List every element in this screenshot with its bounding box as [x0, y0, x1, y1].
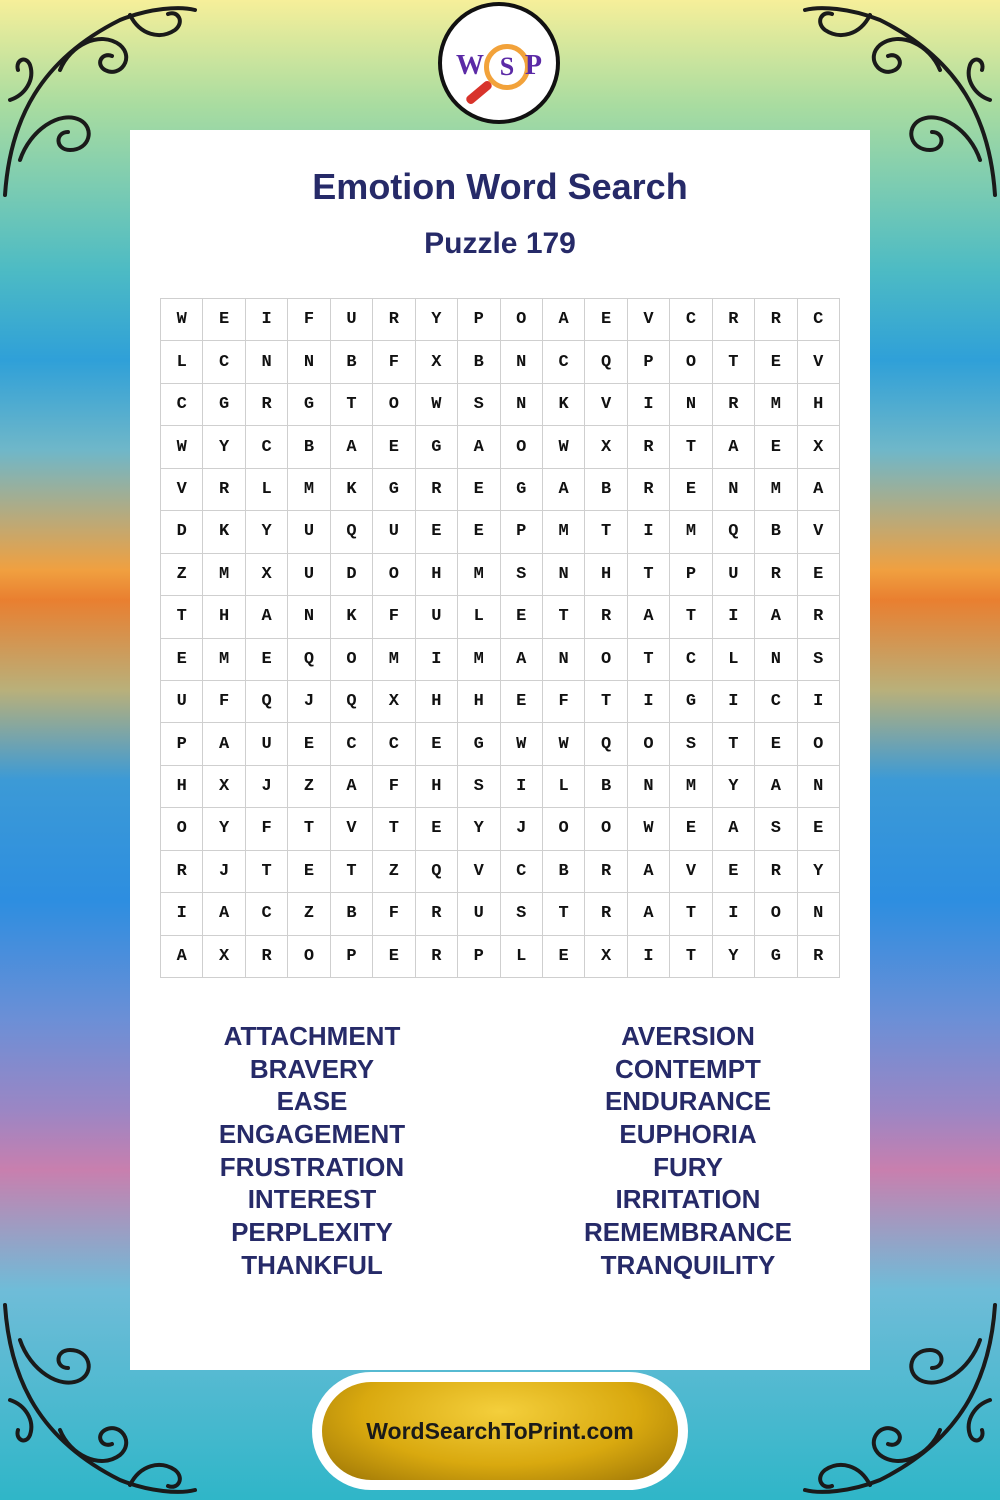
grid-cell: E: [288, 723, 330, 765]
grid-cell: P: [670, 554, 712, 596]
grid-cell: Y: [713, 936, 755, 978]
grid-cell: R: [798, 596, 840, 638]
grid-cell: E: [416, 723, 458, 765]
grid-cell: V: [458, 851, 500, 893]
grid-cell: R: [416, 469, 458, 511]
grid-cell: G: [416, 426, 458, 468]
grid-cell: A: [161, 936, 203, 978]
grid-cell: S: [670, 723, 712, 765]
grid-cell: N: [798, 893, 840, 935]
grid-cell: H: [416, 681, 458, 723]
grid-cell: T: [585, 681, 627, 723]
grid-cell: L: [543, 766, 585, 808]
word-list-item: REMEMBRANCE: [584, 1217, 792, 1248]
grid-cell: I: [628, 384, 670, 426]
grid-cell: K: [331, 596, 373, 638]
grid-cell: F: [373, 893, 415, 935]
grid-cell: A: [501, 639, 543, 681]
grid-cell: E: [203, 299, 245, 341]
grid-cell: L: [246, 469, 288, 511]
grid-cell: T: [161, 596, 203, 638]
grid-cell: T: [543, 893, 585, 935]
grid-cell: A: [798, 469, 840, 511]
grid-cell: W: [628, 808, 670, 850]
grid-cell: L: [161, 341, 203, 383]
grid-cell: Y: [713, 766, 755, 808]
grid-cell: T: [331, 384, 373, 426]
grid-cell: O: [755, 893, 797, 935]
grid-cell: Q: [416, 851, 458, 893]
grid-cell: P: [501, 511, 543, 553]
grid-cell: N: [628, 766, 670, 808]
grid-cell: C: [501, 851, 543, 893]
grid-cell: B: [585, 469, 627, 511]
grid-cell: T: [670, 936, 712, 978]
grid-cell: O: [373, 384, 415, 426]
grid-cell: M: [288, 469, 330, 511]
wsp-logo[interactable]: [438, 2, 560, 124]
grid-cell: Z: [161, 554, 203, 596]
grid-cell: T: [628, 639, 670, 681]
grid-cell: C: [798, 299, 840, 341]
grid-cell: V: [670, 851, 712, 893]
grid-cell: Y: [203, 808, 245, 850]
grid-cell: Q: [331, 511, 373, 553]
grid-cell: G: [203, 384, 245, 426]
grid-cell: X: [203, 936, 245, 978]
grid-cell: X: [585, 936, 627, 978]
grid-cell: S: [501, 554, 543, 596]
grid-cell: A: [713, 426, 755, 468]
grid-cell: T: [288, 808, 330, 850]
grid-cell: H: [798, 384, 840, 426]
grid-cell: R: [755, 554, 797, 596]
grid-cell: S: [798, 639, 840, 681]
grid-cell: I: [628, 936, 670, 978]
grid-cell: F: [203, 681, 245, 723]
grid-cell: Q: [713, 511, 755, 553]
grid-cell: R: [755, 299, 797, 341]
grid-cell: B: [331, 341, 373, 383]
grid-cell: V: [331, 808, 373, 850]
grid-cell: Q: [585, 723, 627, 765]
grid-cell: E: [416, 808, 458, 850]
grid-cell: B: [543, 851, 585, 893]
grid-cell: O: [288, 936, 330, 978]
grid-cell: T: [713, 341, 755, 383]
grid-cell: U: [288, 554, 330, 596]
grid-cell: Q: [288, 639, 330, 681]
grid-cell: E: [501, 596, 543, 638]
grid-cell: P: [458, 936, 500, 978]
grid-cell: O: [670, 341, 712, 383]
grid-cell: A: [543, 299, 585, 341]
grid-cell: L: [501, 936, 543, 978]
grid-cell: C: [331, 723, 373, 765]
grid-cell: E: [713, 851, 755, 893]
grid-cell: E: [161, 639, 203, 681]
grid-cell: M: [458, 639, 500, 681]
word-list-item: PERPLEXITY: [231, 1217, 393, 1248]
word-list-item: EUPHORIA: [619, 1119, 757, 1150]
word-list-item: AVERSION: [621, 1021, 755, 1051]
word-list-item: THANKFUL: [241, 1249, 383, 1280]
grid-cell: E: [670, 808, 712, 850]
grid-cell: G: [373, 469, 415, 511]
grid-cell: A: [755, 766, 797, 808]
grid-cell: N: [501, 341, 543, 383]
grid-cell: L: [458, 596, 500, 638]
grid-cell: M: [203, 639, 245, 681]
grid-cell: T: [373, 808, 415, 850]
grid-cell: F: [543, 681, 585, 723]
grid-cell: B: [331, 893, 373, 935]
grid-cell: R: [713, 384, 755, 426]
grid-cell: A: [203, 893, 245, 935]
grid-cell: R: [628, 426, 670, 468]
grid-cell: C: [543, 341, 585, 383]
grid-cell: F: [246, 808, 288, 850]
grid-cell: L: [713, 639, 755, 681]
grid-cell: E: [798, 554, 840, 596]
grid-cell: E: [373, 426, 415, 468]
grid-cell: O: [585, 639, 627, 681]
grid-cell: E: [458, 469, 500, 511]
grid-cell: N: [670, 384, 712, 426]
grid-cell: O: [798, 723, 840, 765]
grid-cell: F: [373, 766, 415, 808]
magnifier-icon: [484, 44, 530, 90]
grid-cell: R: [585, 893, 627, 935]
grid-cell: W: [161, 299, 203, 341]
grid-cell: E: [670, 469, 712, 511]
grid-cell: R: [416, 893, 458, 935]
grid-cell: A: [331, 766, 373, 808]
grid-cell: G: [755, 936, 797, 978]
grid-cell: K: [543, 384, 585, 426]
grid-cell: C: [161, 384, 203, 426]
grid-cell: E: [416, 511, 458, 553]
grid-cell: R: [161, 851, 203, 893]
grid-cell: H: [585, 554, 627, 596]
grid-cell: Y: [458, 808, 500, 850]
grid-cell: U: [288, 511, 330, 553]
grid-cell: E: [585, 299, 627, 341]
grid-cell: C: [670, 639, 712, 681]
grid-cell: E: [246, 639, 288, 681]
word-list-item: CONTEMPT: [615, 1053, 761, 1084]
grid-cell: Z: [288, 893, 330, 935]
grid-cell: T: [713, 723, 755, 765]
grid-cell: T: [670, 426, 712, 468]
grid-cell: I: [416, 639, 458, 681]
word-list-item: ATTACHMENT: [223, 1021, 401, 1051]
grid-cell: I: [246, 299, 288, 341]
grid-cell: R: [798, 936, 840, 978]
grid-cell: I: [161, 893, 203, 935]
grid-cell: I: [713, 893, 755, 935]
grid-cell: Q: [331, 681, 373, 723]
grid-cell: R: [246, 936, 288, 978]
grid-cell: P: [331, 936, 373, 978]
letter-grid: [160, 298, 840, 978]
grid-cell: Y: [246, 511, 288, 553]
grid-cell: D: [331, 554, 373, 596]
grid-cell: V: [798, 341, 840, 383]
grid-cell: E: [755, 341, 797, 383]
grid-cell: P: [161, 723, 203, 765]
word-list-right: [538, 1020, 838, 1282]
grid-cell: A: [203, 723, 245, 765]
puzzle-card: [130, 130, 870, 1370]
grid-cell: E: [501, 681, 543, 723]
word-list-item: BRAVERY: [249, 1053, 375, 1084]
grid-cell: A: [543, 469, 585, 511]
grid-cell: O: [501, 426, 543, 468]
logo-letter-s: S: [499, 52, 515, 81]
grid-cell: U: [458, 893, 500, 935]
word-list-item: INTEREST: [247, 1184, 377, 1215]
grid-cell: H: [161, 766, 203, 808]
grid-cell: J: [246, 766, 288, 808]
grid-cell: E: [543, 936, 585, 978]
word-list-item: EASE: [276, 1086, 348, 1117]
grid-cell: A: [755, 596, 797, 638]
grid-cell: I: [628, 511, 670, 553]
grid-cell: W: [161, 426, 203, 468]
grid-cell: X: [585, 426, 627, 468]
grid-cell: G: [670, 681, 712, 723]
word-list-item: FRUSTRATION: [219, 1151, 405, 1182]
grid-cell: Y: [416, 299, 458, 341]
grid-cell: U: [246, 723, 288, 765]
grid-cell: A: [628, 851, 670, 893]
grid-cell: N: [543, 639, 585, 681]
word-list-left: [162, 1020, 462, 1282]
grid-cell: A: [628, 893, 670, 935]
grid-cell: A: [713, 808, 755, 850]
grid-cell: Y: [203, 426, 245, 468]
grid-cell: B: [288, 426, 330, 468]
grid-cell: H: [458, 681, 500, 723]
grid-cell: A: [628, 596, 670, 638]
grid-cell: P: [628, 341, 670, 383]
grid-cell: O: [331, 639, 373, 681]
puzzle-number: Puzzle 179: [424, 227, 576, 260]
logo-letter-p: P: [524, 50, 542, 81]
grid-cell: Q: [585, 341, 627, 383]
grid-cell: T: [628, 554, 670, 596]
grid-cell: C: [670, 299, 712, 341]
grid-cell: M: [543, 511, 585, 553]
grid-cell: W: [416, 384, 458, 426]
grid-cell: X: [416, 341, 458, 383]
grid-cell: S: [458, 384, 500, 426]
grid-cell: U: [713, 554, 755, 596]
grid-cell: T: [331, 851, 373, 893]
grid-cell: S: [458, 766, 500, 808]
grid-cell: F: [373, 341, 415, 383]
grid-cell: F: [288, 299, 330, 341]
grid-cell: Y: [798, 851, 840, 893]
grid-cell: J: [203, 851, 245, 893]
grid-cell: E: [755, 426, 797, 468]
grid-cell: C: [203, 341, 245, 383]
grid-cell: X: [798, 426, 840, 468]
grid-cell: O: [501, 299, 543, 341]
grid-cell: O: [373, 554, 415, 596]
grid-cell: I: [798, 681, 840, 723]
grid-cell: T: [543, 596, 585, 638]
grid-cell: V: [585, 384, 627, 426]
grid-cell: I: [713, 681, 755, 723]
grid-cell: N: [543, 554, 585, 596]
page-title: Emotion Word Search: [312, 166, 688, 207]
grid-cell: R: [585, 596, 627, 638]
grid-cell: C: [246, 893, 288, 935]
grid-cell: C: [246, 426, 288, 468]
grid-cell: K: [203, 511, 245, 553]
word-list-item: IRRITATION: [615, 1184, 761, 1215]
grid-cell: U: [331, 299, 373, 341]
grid-cell: W: [501, 723, 543, 765]
grid-cell: G: [288, 384, 330, 426]
grid-cell: U: [416, 596, 458, 638]
grid-cell: B: [585, 766, 627, 808]
grid-cell: N: [246, 341, 288, 383]
grid-cell: V: [628, 299, 670, 341]
grid-cell: E: [458, 511, 500, 553]
magnifier-handle-icon: [465, 79, 494, 105]
grid-cell: P: [458, 299, 500, 341]
grid-cell: M: [373, 639, 415, 681]
grid-cell: Z: [373, 851, 415, 893]
grid-cell: X: [373, 681, 415, 723]
grid-cell: E: [373, 936, 415, 978]
grid-cell: T: [670, 893, 712, 935]
grid-cell: S: [501, 893, 543, 935]
grid-cell: A: [458, 426, 500, 468]
grid-cell: M: [670, 766, 712, 808]
grid-cell: W: [543, 426, 585, 468]
grid-cell: R: [628, 469, 670, 511]
grid-cell: E: [288, 851, 330, 893]
footer-badge[interactable]: [312, 1372, 688, 1490]
grid-cell: N: [713, 469, 755, 511]
grid-cell: E: [798, 808, 840, 850]
grid-cell: N: [288, 596, 330, 638]
grid-cell: O: [161, 808, 203, 850]
grid-cell: R: [246, 384, 288, 426]
grid-cell: T: [670, 596, 712, 638]
grid-cell: J: [288, 681, 330, 723]
grid-cell: M: [755, 469, 797, 511]
grid-cell: W: [543, 723, 585, 765]
grid-cell: V: [161, 469, 203, 511]
grid-cell: F: [373, 596, 415, 638]
grid-cell: O: [543, 808, 585, 850]
grid-cell: R: [373, 299, 415, 341]
grid-cell: D: [161, 511, 203, 553]
grid-cell: I: [628, 681, 670, 723]
footer-site-link[interactable]: WordSearchToPrint.com: [322, 1382, 678, 1480]
grid-cell: C: [373, 723, 415, 765]
grid-cell: M: [458, 554, 500, 596]
grid-cell: K: [331, 469, 373, 511]
grid-cell: A: [246, 596, 288, 638]
grid-cell: I: [713, 596, 755, 638]
word-list-item: ENDURANCE: [604, 1086, 772, 1117]
grid-cell: U: [373, 511, 415, 553]
grid-cell: X: [246, 554, 288, 596]
grid-cell: G: [458, 723, 500, 765]
grid-cell: Z: [288, 766, 330, 808]
word-list-item: TRANQUILITY: [600, 1249, 776, 1280]
grid-cell: G: [501, 469, 543, 511]
grid-cell: J: [501, 808, 543, 850]
grid-cell: E: [755, 723, 797, 765]
grid-cell: C: [755, 681, 797, 723]
grid-cell: A: [331, 426, 373, 468]
word-list-item: ENGAGEMENT: [218, 1119, 406, 1150]
grid-cell: R: [416, 936, 458, 978]
grid-cell: N: [501, 384, 543, 426]
grid-cell: M: [670, 511, 712, 553]
grid-cell: R: [585, 851, 627, 893]
grid-cell: H: [203, 596, 245, 638]
grid-cell: X: [203, 766, 245, 808]
grid-cell: N: [288, 341, 330, 383]
grid-cell: H: [416, 554, 458, 596]
grid-cell: M: [755, 384, 797, 426]
grid-cell: H: [416, 766, 458, 808]
grid-cell: R: [713, 299, 755, 341]
grid-cell: T: [246, 851, 288, 893]
grid-cell: U: [161, 681, 203, 723]
grid-cell: M: [203, 554, 245, 596]
grid-cell: Q: [246, 681, 288, 723]
grid-cell: V: [798, 511, 840, 553]
grid-cell: B: [458, 341, 500, 383]
grid-cell: I: [501, 766, 543, 808]
word-list-item: FURY: [653, 1151, 723, 1182]
grid-cell: O: [585, 808, 627, 850]
grid-cell: O: [628, 723, 670, 765]
grid-cell: B: [755, 511, 797, 553]
grid-cell: S: [755, 808, 797, 850]
grid-cell: R: [755, 851, 797, 893]
grid-cell: N: [798, 766, 840, 808]
grid-cell: T: [585, 511, 627, 553]
logo-letter-w: W: [456, 50, 484, 81]
grid-cell: N: [755, 639, 797, 681]
grid-cell: R: [203, 469, 245, 511]
